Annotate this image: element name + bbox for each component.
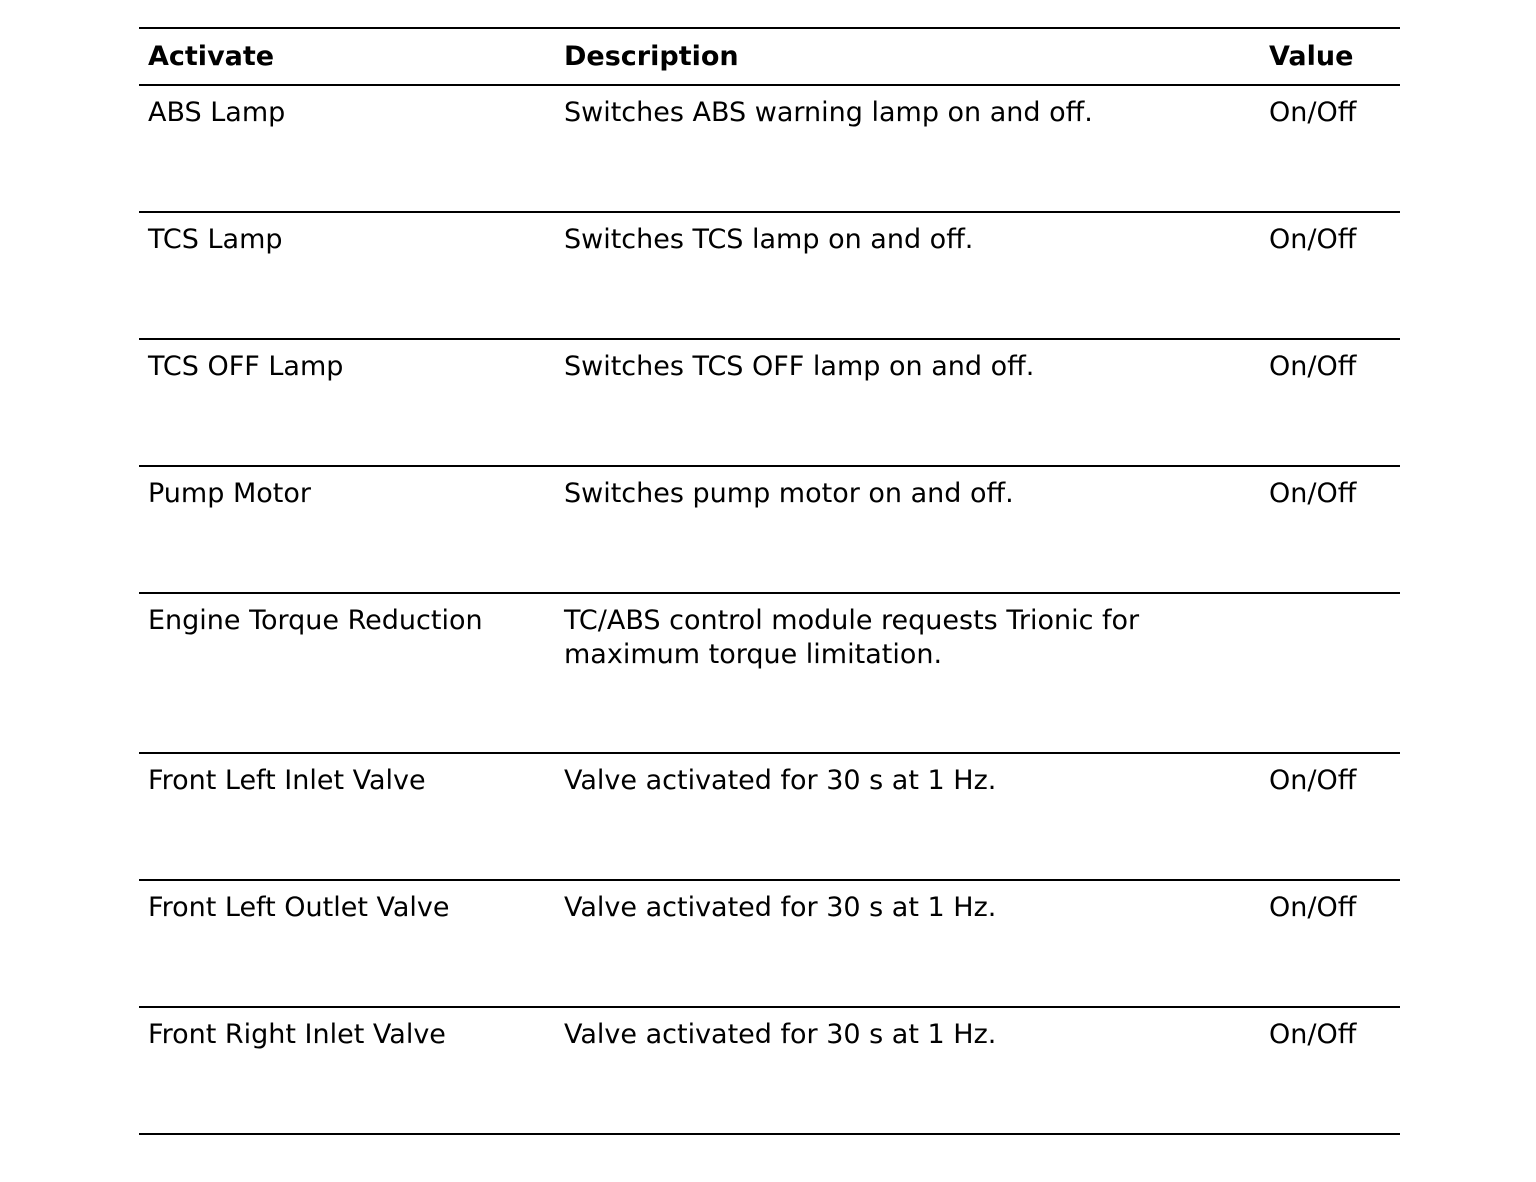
table-header-row (139, 29, 1400, 86)
row-value: On/Off (1269, 892, 1357, 923)
activation-table (139, 27, 1400, 1135)
row-activate: TCS OFF Lamp (148, 351, 344, 382)
row-description: Switches pump motor on and off. (564, 478, 1014, 509)
row-activate: Pump Motor (148, 478, 311, 509)
row-description: Switches TCS OFF lamp on and off. (564, 351, 1035, 382)
row-description-line: maximum torque limitation. (564, 639, 943, 670)
table-row (139, 467, 1400, 594)
row-value: On/Off (1269, 224, 1357, 255)
table-row (139, 213, 1400, 340)
header-activate: Activate (148, 41, 275, 72)
row-description: Valve activated for 30 s at 1 Hz. (564, 1019, 997, 1050)
table-row (139, 340, 1400, 467)
row-value: On/Off (1269, 478, 1357, 509)
row-activate: Front Right Inlet Valve (148, 1019, 446, 1050)
row-value: On/Off (1269, 351, 1357, 382)
table-row (139, 754, 1400, 881)
header-description: Description (564, 41, 739, 72)
row-activate: TCS Lamp (148, 224, 283, 255)
row-description: Valve activated for 30 s at 1 Hz. (564, 892, 997, 923)
row-description: Valve activated for 30 s at 1 Hz. (564, 765, 997, 796)
row-activate: Front Left Outlet Valve (148, 892, 450, 923)
row-activate: ABS Lamp (148, 97, 286, 128)
row-value: On/Off (1269, 97, 1357, 128)
row-description-line: TC/ABS control module requests Trionic for (564, 605, 1140, 636)
table-row (139, 881, 1400, 1008)
row-activate: Engine Torque Reduction (148, 605, 483, 636)
row-description (564, 604, 1204, 672)
row-value: On/Off (1269, 1019, 1357, 1050)
table-row (139, 86, 1400, 213)
row-description: Switches ABS warning lamp on and off. (564, 97, 1093, 128)
row-activate: Front Left Inlet Valve (148, 765, 426, 796)
row-value: On/Off (1269, 765, 1357, 796)
table-row (139, 1008, 1400, 1135)
header-value: Value (1269, 41, 1354, 72)
row-description: Switches TCS lamp on and off. (564, 224, 974, 255)
table-row (139, 594, 1400, 754)
